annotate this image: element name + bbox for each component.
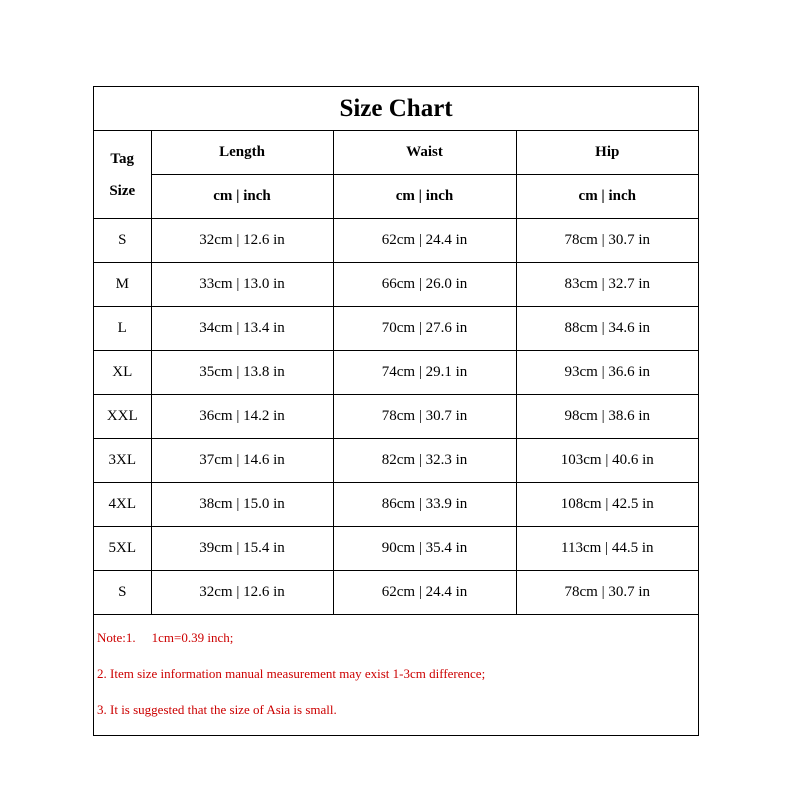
note-line-1-text: 1cm=0.39 inch; (151, 630, 234, 645)
waist-cell: 86cm | 33.9 in (333, 483, 516, 527)
table-row (94, 571, 698, 615)
note-line-2: 2. Item size information manual measurement may exist 1-3cm difference; (97, 666, 486, 681)
unit-header-length: cm | inch (151, 175, 333, 219)
size-cell: M (94, 263, 151, 307)
unit-header-hip: cm | inch (516, 175, 698, 219)
waist-cell: 78cm | 30.7 in (333, 395, 516, 439)
size-chart-table (94, 87, 698, 615)
column-header-length: Length (151, 131, 333, 175)
table-row (94, 219, 698, 263)
tag-label: Tag (110, 150, 135, 167)
length-cell: 35cm | 13.8 in (151, 351, 333, 395)
waist-cell: 82cm | 32.3 in (333, 439, 516, 483)
hip-cell: 93cm | 36.6 in (516, 351, 698, 395)
length-cell: 36cm | 14.2 in (151, 395, 333, 439)
waist-cell: 66cm | 26.0 in (333, 263, 516, 307)
waist-cell: 70cm | 27.6 in (333, 307, 516, 351)
hip-cell: 103cm | 40.6 in (516, 439, 698, 483)
note-line-3: 3. It is suggested that the size of Asia is small. (97, 702, 337, 717)
waist-cell: 90cm | 35.4 in (333, 527, 516, 571)
size-cell: 3XL (94, 439, 151, 483)
size-cell: XL (94, 351, 151, 395)
table-row (94, 307, 698, 351)
hip-cell: 98cm | 38.6 in (516, 395, 698, 439)
column-header-hip: Hip (516, 131, 698, 175)
notes-section (94, 615, 698, 737)
size-cell: 4XL (94, 483, 151, 527)
table-row (94, 263, 698, 307)
size-cell: XXL (94, 395, 151, 439)
hip-cell: 108cm | 42.5 in (516, 483, 698, 527)
size-chart (93, 86, 699, 736)
table-row (94, 483, 698, 527)
table-row (94, 439, 698, 483)
length-cell: 32cm | 12.6 in (151, 571, 333, 615)
table-row (94, 395, 698, 439)
hip-cell: 78cm | 30.7 in (516, 571, 698, 615)
length-cell: 37cm | 14.6 in (151, 439, 333, 483)
note-line-1-prefix: Note:1. (97, 630, 136, 645)
length-cell: 32cm | 12.6 in (151, 219, 333, 263)
table-row (94, 527, 698, 571)
table-row (94, 351, 698, 395)
waist-cell: 62cm | 24.4 in (333, 571, 516, 615)
size-cell: S (94, 571, 151, 615)
length-cell: 34cm | 13.4 in (151, 307, 333, 351)
size-cell: 5XL (94, 527, 151, 571)
tag-size-header (94, 131, 151, 219)
hip-cell: 88cm | 34.6 in (516, 307, 698, 351)
length-cell: 39cm | 15.4 in (151, 527, 333, 571)
length-cell: 33cm | 13.0 in (151, 263, 333, 307)
hip-cell: 83cm | 32.7 in (516, 263, 698, 307)
column-header-waist: Waist (333, 131, 516, 175)
size-cell: L (94, 307, 151, 351)
size-cell: S (94, 219, 151, 263)
chart-title: Size Chart (94, 87, 698, 131)
length-cell: 38cm | 15.0 in (151, 483, 333, 527)
hip-cell: 113cm | 44.5 in (516, 527, 698, 571)
size-label: Size (109, 182, 136, 199)
hip-cell: 78cm | 30.7 in (516, 219, 698, 263)
waist-cell: 74cm | 29.1 in (333, 351, 516, 395)
note-line-1 (97, 629, 695, 665)
waist-cell: 62cm | 24.4 in (333, 219, 516, 263)
unit-header-waist: cm | inch (333, 175, 516, 219)
